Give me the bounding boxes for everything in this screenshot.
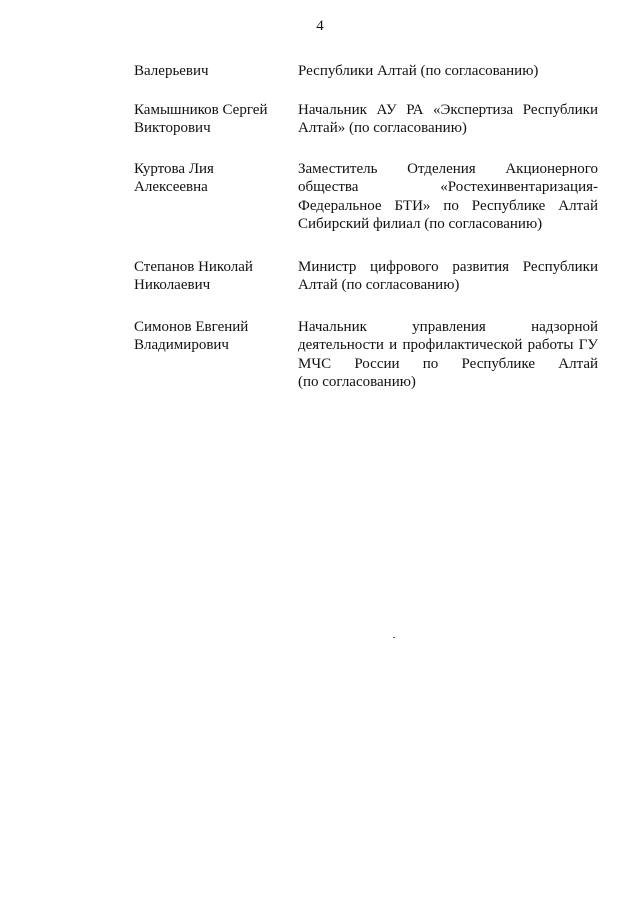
member-position xyxy=(298,160,598,234)
member-name-line: Степанов Николай xyxy=(134,258,253,275)
member-list xyxy=(134,62,598,392)
member-position xyxy=(298,62,598,81)
member-name-line: Владимирович xyxy=(134,337,229,353)
member-position-line: общества «Ростехинвентаризация- xyxy=(298,179,598,195)
member-name-line: Симонов Евгений xyxy=(134,318,249,335)
member-name-line: Николаевич xyxy=(134,277,211,293)
member-position-line: Федеральное БТИ» по Республике Алтай xyxy=(298,197,598,214)
member-position xyxy=(298,318,598,392)
member-position-line: (по согласованию) xyxy=(298,374,416,390)
member-row xyxy=(134,160,598,234)
member-position-line: МЧС России по Республике Алтай xyxy=(298,355,598,372)
member-row xyxy=(134,62,598,81)
member-position-line: Начальник управления надзорной xyxy=(298,318,598,335)
member-position-line: Заместитель Отделения Акционерного xyxy=(298,160,598,177)
member-name-line: Алексеевна xyxy=(134,179,208,195)
member-name xyxy=(134,101,298,138)
member-position-line: Сибирский филиал (по согласованию) xyxy=(298,216,543,232)
member-name xyxy=(134,258,298,295)
member-position-line: деятельности и профилактической работы ГУ xyxy=(298,337,598,353)
member-name xyxy=(134,318,298,392)
member-position-line: Алтай» (по согласованию) xyxy=(298,120,467,136)
member-row xyxy=(134,258,598,295)
member-name-line: Валерьевич xyxy=(134,63,209,79)
scan-speck xyxy=(393,637,395,638)
page-number: 4 xyxy=(316,18,324,34)
member-position-line: Министр цифрового развития Республики xyxy=(298,258,598,275)
member-position xyxy=(298,101,598,138)
member-position xyxy=(298,258,598,295)
member-position-line: Республики Алтай (по согласованию) xyxy=(298,63,539,79)
member-name-line: Куртова Лия xyxy=(134,160,214,177)
member-name-line: Камышников Сергей xyxy=(134,101,268,118)
member-name-line: Викторович xyxy=(134,120,211,136)
member-name xyxy=(134,160,298,234)
member-row xyxy=(134,101,598,138)
member-position-line: Алтай (по согласованию) xyxy=(298,277,460,293)
member-name xyxy=(134,62,298,81)
member-position-line: Начальник АУ РА «Экспертиза Республики xyxy=(298,101,598,118)
member-row xyxy=(134,318,598,392)
